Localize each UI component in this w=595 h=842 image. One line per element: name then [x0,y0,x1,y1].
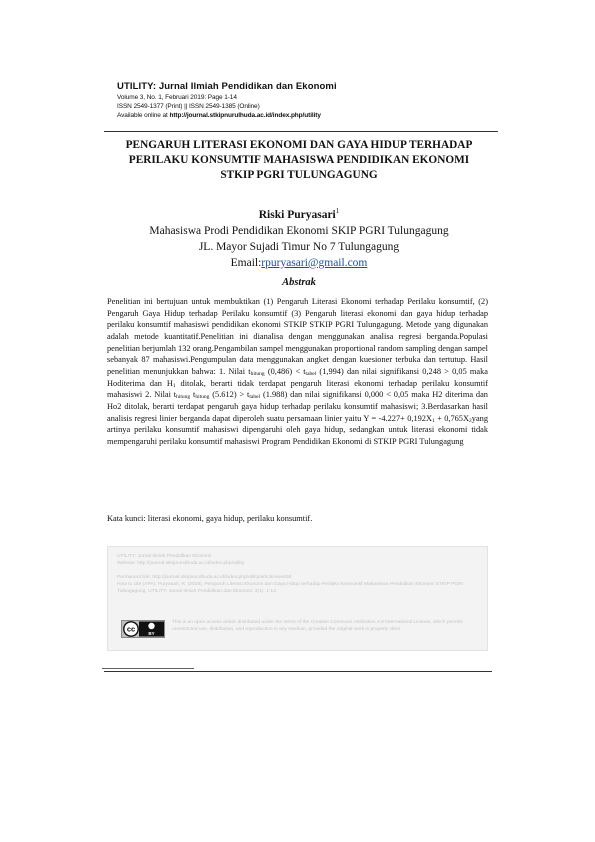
email-link[interactable]: rpuryasari@gmail.com [261,256,368,269]
footer-divider [104,671,492,672]
journal-availability [117,111,497,120]
abstract-part-8: + 0,765X [434,413,470,423]
abstract-part-2: (0,486) < t [264,366,306,376]
title-line-2: PERILAKU KONSUMTIF MAHASISWA PENDIDIKAN EKONOMI [128,154,470,166]
subscript-hitung-3: hitung [195,394,210,401]
info-journal-line: UTILITY: Jurnal Ilmiah Pendidikan Ekonomi [117,554,212,559]
info-citation-line: How to cite (APA): Puryasari, R. (2019). Pengaruh Literasi Ekonomi dan Gaya Hidup terhadap Perilaku Konsumtif Mahasiswa Pendidikan Ekonomi STKIP PGRI Tulungagung. UTILITY: Jurnal Ilmiah Pendidikan dan Ekonomi, 3(1), 1-14. [117,582,464,594]
available-prefix: Available online at [117,112,168,119]
journal-url[interactable]: http://journal.stkipnurulhuda.ac.id/index.php/utility [169,112,321,119]
footnote-divider [102,668,194,669]
author-block [100,203,498,271]
subscript-tabel-1: tabel [305,370,317,377]
subscript-h1: 1 [172,382,176,389]
author-address: JL. Mayor Sujadi Timur No 7 Tulungagung [198,240,400,253]
info-website-line: Website: http://journal.stkipnurulhuda.ac.id/index.php/utility [117,561,245,566]
title-line-1: PENGARUH LITERASI EKONOMI DAN GAYA HIDUP TERHADAP [125,139,473,151]
abstract-heading: Abstrak [282,277,316,288]
abstract-part-7: (1.988) dan nilai signifikansi 0,000 < 0,05 maka H2 diterima dan Ho2 ditolak, berarti terdapat pengaruh gaya hidup terhadap perilaku konsumtif mahasiswi; 3.Berdasarkan hasil analisis regresi linier berganda dapat diperoleh suatu persamaan linier yaitu Y = -4.227+ 0,192X [107,390,488,423]
email-label: Email: [230,256,262,269]
subscript-hitung-1: hitung [250,370,265,377]
abstract-part-1: Penelitian ini bertujuan untuk membuktikan (1) Pengaruh Literasi Ekonomi terhadap Perilaku konsumtif, (2) Pengaruh Gaya Hidup terhadap Perilaku konsumtif (3) Pengaruh literasi ekonomi dan gaya hidup terhadap perilaku konsumtif mahasiswi pendidikan ekonomi STKIP STKIP PGRI Tulungagung. Metode yang digunakan adalah metode kuantitatif.Penelitian ini dianalisa dengan menggunakan analisa regresi berganda.Populasi penelitian berjumlah 132 orang.Pengambilan sampel menggunakan proportional random sampling dengan sampel sebanyak 87 mahasiswi.Pengumpulan data menggunakan angket dengan kuesioner terbuka dan tertutup. Hasil penelitian menunjukkan bahwa: 1. Nilai t [107,297,488,376]
cc-by-icon [121,620,165,638]
title-line-3: STKIP PGRI TULUNGAGUNG [220,169,378,181]
keywords: Kata kunci: literasi ekonomi, gaya hidup, perilaku konsumtif. [107,514,313,523]
header-divider [104,131,498,132]
abstract-part-5: t [190,390,196,400]
abstract-part-6: (5.612) > t [209,390,250,400]
author-email-line [100,255,498,271]
abstract-part-3: (1,994) dan nilai signifikansi 0,248 > 0,05 maka Hoditerima dan H [107,366,488,388]
author-superscript: 1 [335,207,340,215]
info-permalink-line: Permanent link: http://journal.stkipnurulhuda.ac.id/index.php/utility/article/view/56 [117,575,292,580]
cc-by-license-badge[interactable] [121,620,165,638]
author-affiliation: Mahasiswa Prodi Pendidikan Ekonomi SKIP PGRI Tulungagung [149,224,449,237]
abstract-part-9: yang artinya perilaku konsumtif mahasiswi dipengaruhi oleh gaya hidup, sedangkan untuk literasi ekonomi tidak mempengaruhi perilaku konsumtif mahasiswi Program Pendidikan Ekonomi di STKIP PGRI Tulungagung [107,413,488,446]
abstract-part-4: ditolak, berarti tidak terdapat pengaruh literasi ekonomi terhadap perilaku konsumtif mahasiswi 2. Nilai t [107,378,489,400]
journal-volume: Volume 3, No. 1, Februari 2019: Page 1-14 [117,94,237,101]
journal-name: UTILITY: Jurnal Ilmiah Pendidikan dan Ekonomi [117,81,337,92]
subscript-tabel-2: tabel [249,394,261,401]
license-text: This is an open access article distributed under the terms of the Creative Commons Attribution 4.0 International License, which permits unrestricted use, distribution, and reproduction in any medium, provided the original work is properly cited. [172,620,463,632]
journal-issn: ISSN 2549-1377 (Print) || ISSN 2549-1385 (Online) [117,103,260,110]
author-line [100,203,498,223]
by-badge-text: BY [148,631,155,636]
article-title [100,138,498,183]
subscript-hitung-2: hitung [176,394,191,401]
cc-badge-text: cc [126,624,136,634]
journal-header [117,81,497,120]
subscript-x2: 2 [469,417,472,424]
subscript-x1: 1 [432,417,435,424]
citation-info-box [107,546,488,651]
author-name: Riski Puryasari [258,208,336,221]
attribution-person-icon [148,623,154,629]
abstract-text [107,296,488,448]
